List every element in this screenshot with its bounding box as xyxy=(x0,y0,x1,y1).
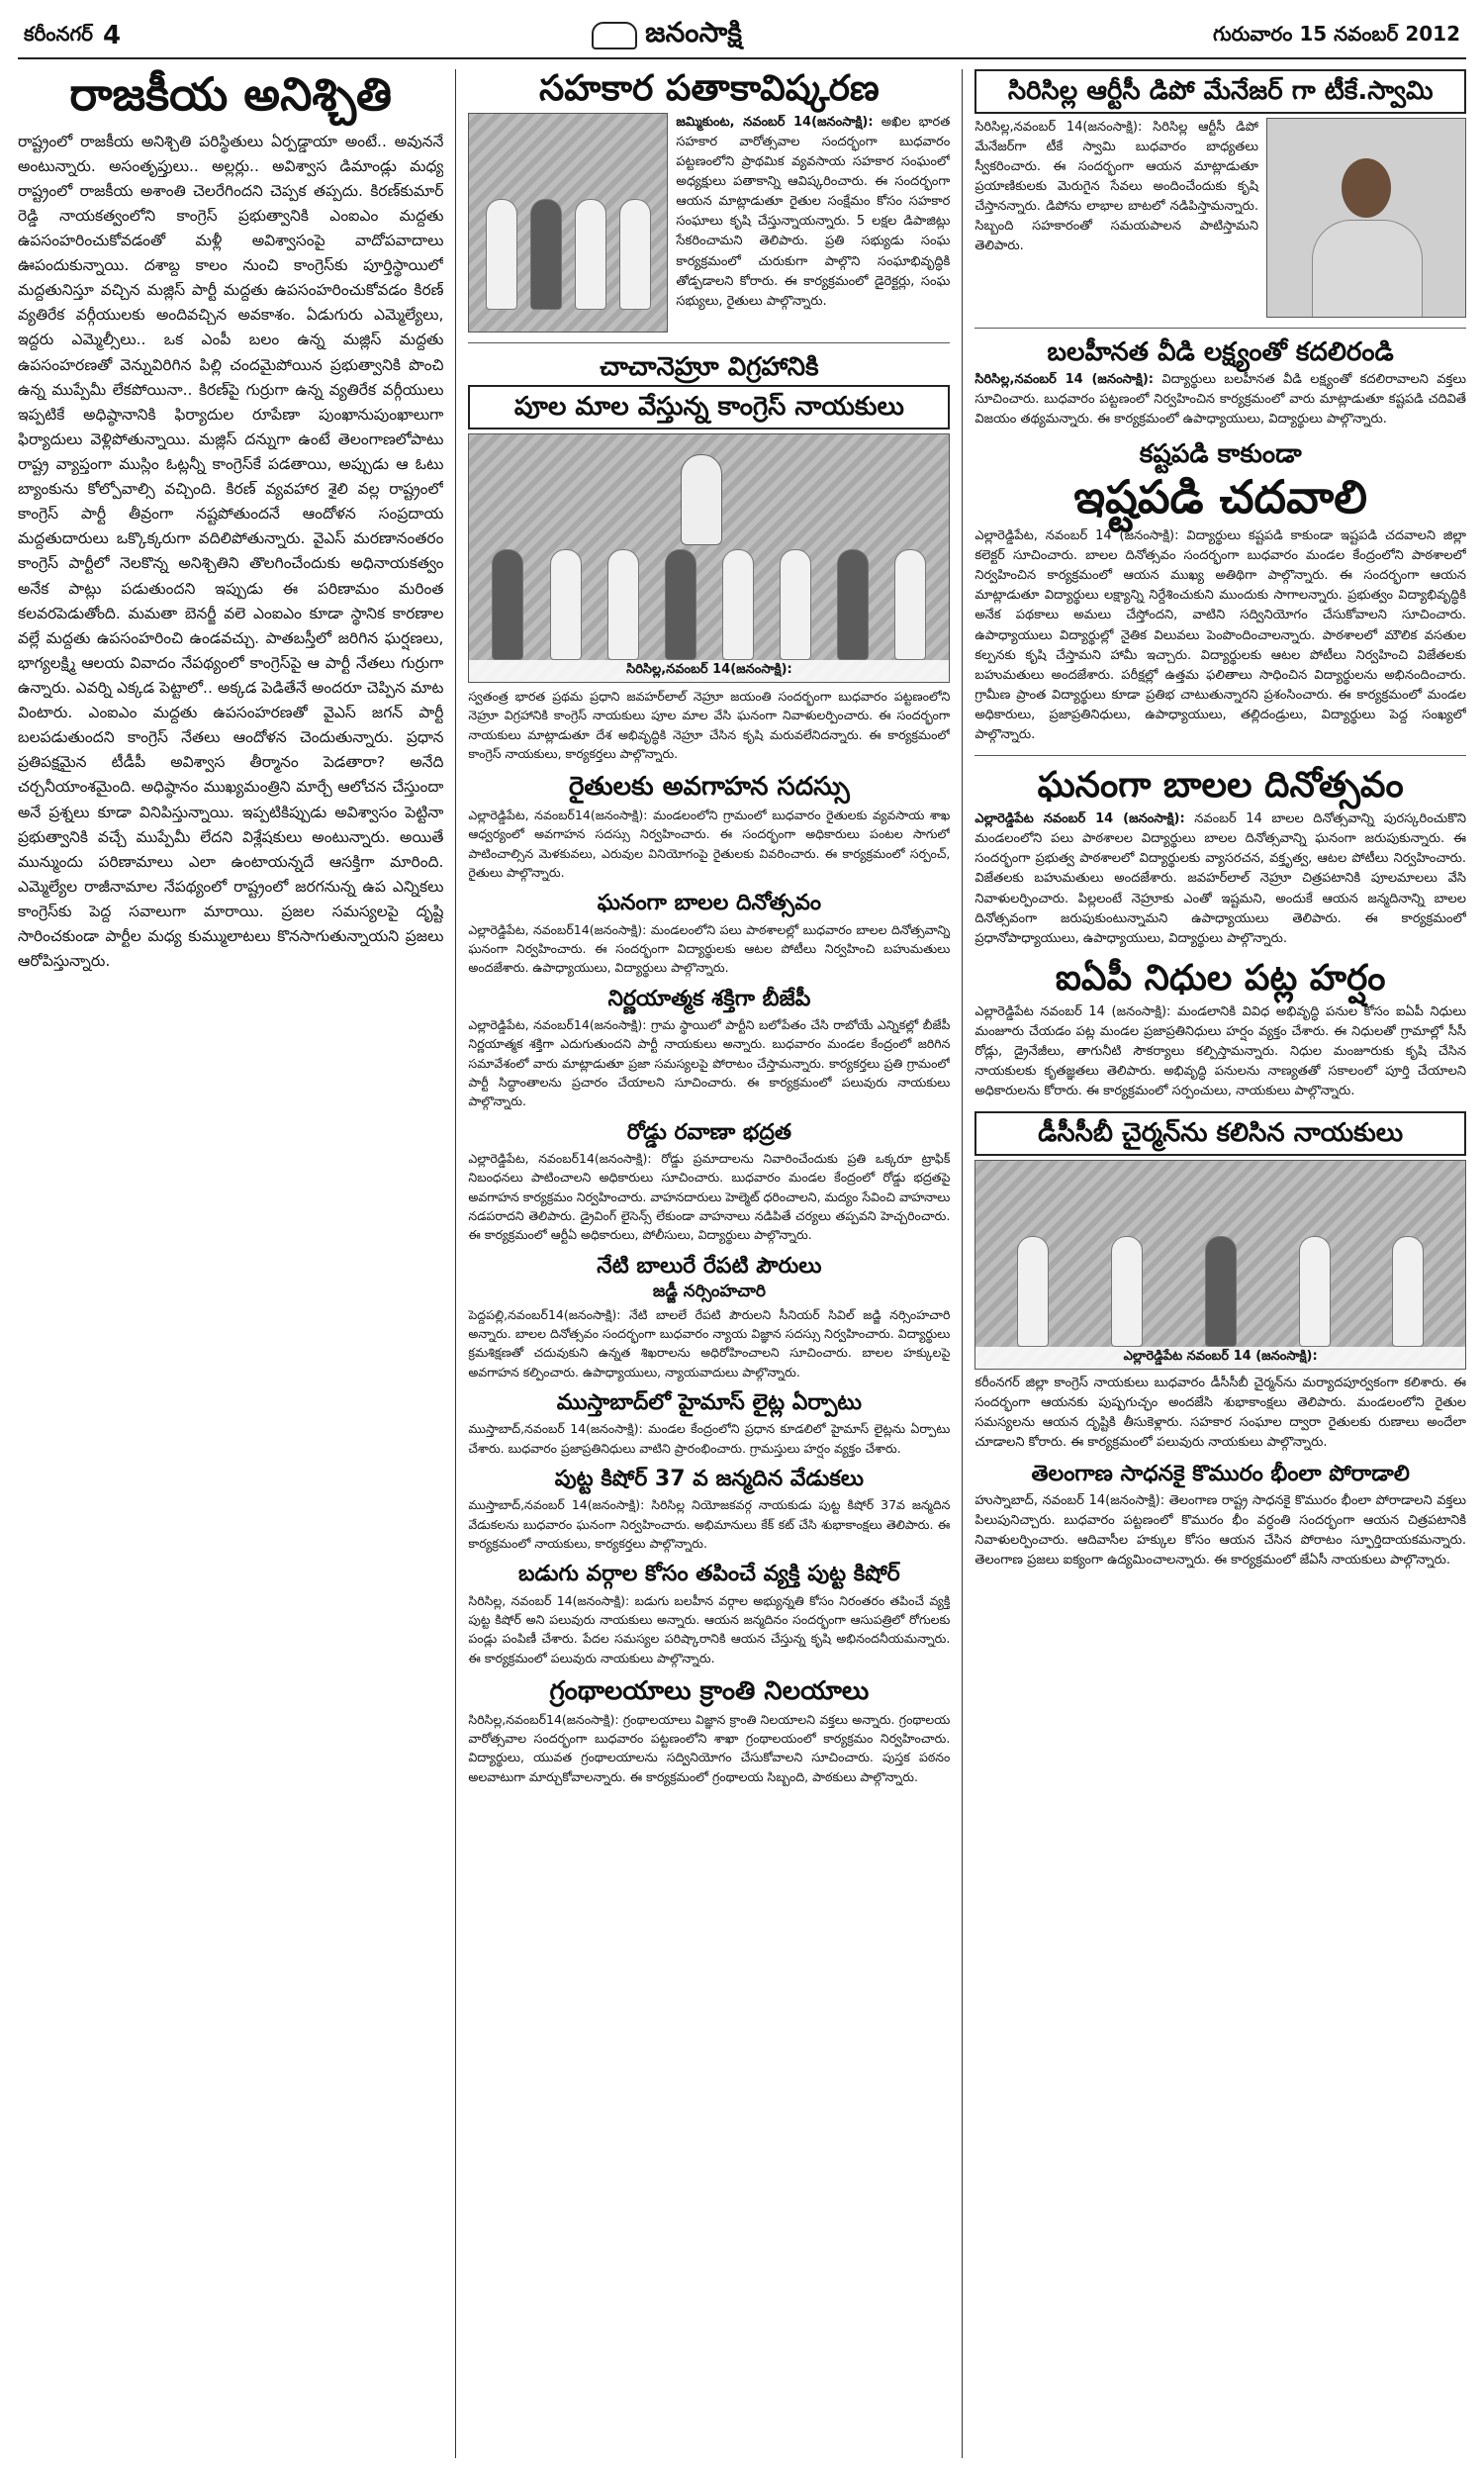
bjp-headline: నిర్ణయాత్మక శక్తిగా బీజేపీ xyxy=(607,986,811,1011)
today-children-story xyxy=(468,1255,950,1381)
weakness-text xyxy=(974,370,1466,429)
libraries-story xyxy=(468,1677,950,1786)
study-headline: ఇష్టపడి చదవాలి xyxy=(1073,470,1367,524)
masthead xyxy=(592,16,742,55)
chacha-headline: పూల మాల వేస్తున్న కాంగ్రెస్ నాయకులు xyxy=(468,385,950,429)
page-number: 4 xyxy=(103,21,122,50)
funds-body: ఎల్లారెడ్డిపేట నవంబర్ 14 (జనంసాక్షి): మండలానికి వివిధ అభివృద్ధి పనుల కోసం ఐఏపీ నిధులు మంజూరు చేయడం పట్ల మండల ప్రజాప్రతినిధులు హర్షం వ్యక్తం చేశారు. ఈ నిధులతో గ్రామాల్లో సీసీ రోడ్లు, డ్రైనేజీలు, తాగునీటి సౌకర్యాలు కల్పిస్తామన్నారు. నిధుల మంజూరుకు కృషి చేసిన నాయకులకు కృతజ్ఞతలు తెలిపారు. అభివృద్ధి పనులను నాణ్యతతో సకాలంలో పూర్తి చేయాలని అధికారులను కోరారు. ఈ కార్యక్రమంలో సర్పంచులు, నాయకులు పాల్గొన్నారు. xyxy=(974,1003,1466,1099)
highmast-headline: ముస్తాబాద్‌లో హైమాస్ లైట్ల ఏర్పాటు xyxy=(556,1390,863,1416)
main-story-headline: రాజకీయ అనిశ్చితి xyxy=(69,69,393,121)
page-header xyxy=(18,14,1466,59)
coop-headline: సహకార పతాకావిష్కరణ xyxy=(539,69,880,109)
person-icon xyxy=(1307,158,1426,317)
chacha-photo-caption: సిరిసిల్ల,నవంబర్ 14(జనంసాక్షి): xyxy=(469,660,949,682)
libraries-headline: గ్రంథాలయాలు క్రాంతి నిలయాలు xyxy=(549,1676,870,1707)
funds-story xyxy=(974,959,1466,1101)
main-story-body: రాష్ట్రంలో రాజకీయ అనిశ్చితి పరిస్థితులు ఏర్పడ్డాయా అంటే.. అవుననే అంటున్నారు. అసంతృప్తులు.. అల్లర్లు.. అవిశ్వాస డిమాండ్లు మధ్య రాష్ట్రంలో రాజకీయ అశాంతి చెలరేగిందని చెప్పక తప్పదు. కిరణ్‌కుమార్‌ రెడ్డి నాయకత్వంలోని కాంగ్రెస్‌ ప్రభుత్వానికి ఎంఐఎం మద్దతు ఉపసంహరించుకోవడంతో మళ్లీ అవిశ్వాసంపై వాదోపవాదాలు ఊపందుకున్నాయి. దశాబ్ద కాలం నుంచి కాంగ్రెస్‌కు పూర్తిస్థాయిలో మద్దతునిస్తూ వచ్చిన మజ్లిస్‌ పార్టీ మద్దతు ఉపసంహరించుకోవడం కిరణ్‌ వ్యతిరేక వర్గీయులకు అందివచ్చిన అవకాశం. ఏడుగురు ఎమ్మెల్యేలు, ఇద్దరు ఎమ్మెల్సీలు.. ఒక ఎంపీ బలం ఉన్న మజ్లిస్‌ మద్దతు ఉపసంహరణతో వెన్నువిరిగిన పిల్లి చందమైపోయిన ప్రభుత్వానికి పొంచి ఉన్న ముప్పేమీ లేకపోయినా.. కిరణ్‌పై గుర్రుగా ఉన్న వ్యతిరేక వర్గీయులు ఇప్పటికే అధిష్ఠానానికి ఫిర్యాదుల రూపేణా పుంఖానుపుంఖాలుగా ఫిర్యాదులు వెళ్లిపోతున్నాయి. మజ్లిస్‌ దన్నుగా ఉంటే తెలంగాణలోపాటు రాష్ట్ర వ్యాప్తంగా ముస్లిం ఓట్లన్నీ కాంగ్రెస్‌కే పడతాయి, అప్పుడు ఆ ఓటు బ్యాంకును కోల్పోవాల్సి వచ్చింది. కిరణ్‌ వ్యవహార శైలి వల్ల రాష్ట్రంలో కాంగ్రెస్‌ పార్టీ తీవ్రంగా నష్టపోతుందనే ఆందోళన సంప్రదాయ మద్దతుదారులు ఒక్కొక్కరుగా వదిలిపోతున్నారు. వైఎస్‌ మరణానంతరం కాంగ్రెస్‌ పార్టీలో నెలకొన్న అనిశ్చితిని తొలగించేందుకు అధినాయకత్వం అనేక పాట్లు పడుతుందని ఇప్పుడు ఈ పరిణామం మరింత కలవరపెడుతోంది. మమతా బెనర్జీ వలె ఎంఐఎం కూడా స్థానిక కారణాల వల్లే మద్దతు ఉపసంహరించి ఉండవచ్చు. పాతబస్తీలో జరిగిన ఘర్షణలు, భాగ్యలక్ష్మి ఆలయ వివాదం నేపథ్యంలో కాంగ్రెస్‌పై ఆ పార్టీ నేతలు గుర్రుగా ఉన్నారు. ఎవర్ని ఎక్కడ పెట్టాలో.. అక్కడ పెడితేనే అందరూ చెప్పిన మాట వింటారు. ఎంఐఎం మద్దతు ఉపసంహరణతో వైఎస్‌ జగన్‌ పార్టీ బలపడుతుందని కాంగ్రెస్‌ నేతలు ఆందోళన చెందుతున్నారు. ప్రధాన ప్రతిపక్షమైన టీడీపీ అవిశ్వాస తీర్మానం పెడతారా? అనేది చర్చనీయాంశమైంది. అధిష్ఠానం ముఖ్యమంత్రిని మార్చే ఆలోచన చేస్తుందా అనే ప్రశ్నలు కూడా వినిపిస్తున్నాయి. ఇప్పటికిప్పుడు అవిశ్వాసం పెట్టినా ప్రభుత్వానికి వచ్చే ముప్పేమీ లేదని విశ్లేషకులు అంటున్నారు. అయితే మున్ముందు పరిణామాలు ఎలా ఉంటాయన్నదే ఆసక్తిగా మారింది. ఎమ్మెల్యేల రాజీనామాల నేపథ్యంలో రాష్ట్రంలో జరగనున్న ఉప ఎన్నికలు కాంగ్రెస్‌కు పెద్ద సవాలుగా మారాయి. ప్రజల సమస్యలపై దృష్టి సారించకుండా పార్టీల మధ్య కుమ్ములాటలు కొనసాగుతున్నాయని ప్రజలు ఆరోపిస్తున్నారు. xyxy=(18,132,444,971)
dccb-photo xyxy=(974,1160,1466,1370)
farmers-body: ఎల్లారెడ్డిపేట, నవంబర్‌14(జనంసాక్షి): మండలంలోని గ్రామంలో బుధవారం రైతులకు వ్యవసాయ శాఖ ఆధ్వర్యంలో అవగాహన సదస్సు నిర్వహించారు. ఈ సందర్భంగా అధికారులు పంటల సాగులో పాటించాల్సిన మెళకువలు, ఎరువుల వినియోగంపై రైతులకు వివరించారు. ఈ కార్యక్రమంలో సర్పంచ్‌, రైతులు పాల్గొన్నారు. xyxy=(468,807,951,880)
road-safety-story xyxy=(468,1121,950,1245)
childrens-day-story-1 xyxy=(468,892,950,977)
telangana-body: హుస్నాబాద్, నవంబర్ 14(జనంసాక్షి): తెలంగాణ రాష్ట్ర సాధనకై కొమురం భీంలా పోరాడాలని వక్తలు పిలుపునిచ్చారు. బుధవారం పట్టణంలో కొమురం భీం వర్ధంతి సందర్భంగా ఆయన చిత్రపటానికి నివాళులర్పించారు. ఆదివాసీల హక్కుల కోసం ఆయన చేసిన పోరాటం స్ఫూర్తిదాయకమన్నారు. తెలంగాణ ప్రజలు ఐక్యంగా ఉద్యమించాలన్నారు. ఈ కార్యక్రమంలో జేఏసీ నాయకులు పాల్గొన్నారు. xyxy=(974,1492,1466,1568)
dccb-photo-caption: ఎల్లారెడ్డిపేట నవంబర్ 14 (జనంసాక్షి): xyxy=(975,1347,1465,1369)
childrens-day-story-2 xyxy=(974,766,1466,949)
depot-story xyxy=(974,69,1466,318)
depot-headline: సిరిసిల్ల ఆర్టీసీ డిపో మేనేజర్ గా టీకే.స్వామి xyxy=(974,69,1466,114)
funds-headline: ఐఏపీ నిధుల పట్ల హర్షం xyxy=(1055,957,1386,999)
weakness-dateline: సిరిసిల్ల,నవంబర్ 14 (జనంసాక్షి): xyxy=(974,372,1154,388)
column-divider xyxy=(962,69,963,2458)
chacha-body: స్వతంత్ర భారత ప్రథమ ప్రధాని జవహర్‌లాల్‌ నెహ్రూ జయంతి సందర్భంగా బుధవారం పట్టణంలోని నెహ్రూ విగ్రహానికి కాంగ్రెస్‌ నాయకులు పూల మాల వేసి ఘనంగా నివాళులర్పించారు. ఈ సందర్భంగా నాయకులు మాట్లాడుతూ దేశ అభివృద్ధికి నెహ్రూ చేసిన కృషి మరువలేనిదన్నారు. ఈ కార్యక్రమంలో కాంగ్రెస్‌ నాయకులు, కార్యకర్తలు పాల్గొన్నారు. xyxy=(468,688,951,761)
issue-date: గురువారం 15 నవంబర్ 2012 xyxy=(1213,21,1460,46)
masthead-logo-icon xyxy=(592,22,637,49)
coop-body: అఖిల భారత సహకార వారోత్సవాల సందర్భంగా బుధవారం పట్టణంలోని ప్రాథమిక వ్యవసాయ సహకార సంఘంలో అధ్యక్షులు పతాకాన్ని ఆవిష్కరించారు. ఈ సందర్భంగా ఆయన మాట్లాడుతూ రైతుల సంక్షేమం కోసం సహకార సంఘాలు కృషి చేస్తున్నాయన్నారు. 5 లక్షల డిపాజిట్లు సేకరించామని తెలిపారు. ప్రతి సభ్యుడు సంఘ కార్యక్రమంలో చురుకుగా పాల్గొని సంఘాభివృద్ధికి తోడ్పడాలని కోరారు. ఈ కార్యక్రమంలో డైరెక్టర్లు, సంఘ సభ్యులు, రైతులు పాల్గొన్నారు. xyxy=(676,114,951,309)
highmast-story xyxy=(468,1391,950,1458)
column-middle xyxy=(468,69,950,2458)
columns xyxy=(18,69,1466,2458)
divider xyxy=(974,755,1466,756)
road-safety-headline: రోడ్డు రవాణా భద్రత xyxy=(626,1119,792,1145)
dccb-body: కరీంనగర్ జిల్లా కాంగ్రెస్ నాయకులు బుధవారం డీసీసీబీ చైర్మన్‌ను మర్యాదపూర్వకంగా కలిశారు. ఈ సందర్భంగా ఆయనకు పుష్పగుచ్ఛం అందజేసి శుభాకాంక్షలు తెలిపారు. మండలంలోని రైతుల సమస్యలను ఆయన దృష్టికి తీసుకెళ్లారు. సహకార సంఘాల ద్వారా రైతులకు రుణాలు అందేలా చూడాలని కోరారు. ఈ కార్యక్రమంలో పలువురు నాయకులు పాల్గొన్నారు. xyxy=(974,1375,1466,1451)
chacha-kicker: చాచానెహ్రూ విగ్రహానికి xyxy=(600,351,819,382)
telangana-story xyxy=(974,1463,1466,1570)
study-story xyxy=(974,440,1466,746)
chacha-photo xyxy=(468,433,950,683)
chacha-story xyxy=(468,353,950,764)
birthday-story xyxy=(468,1468,950,1553)
edition-name: కరీంనగర్ xyxy=(24,21,93,46)
childrens-day-text-2 xyxy=(974,809,1466,949)
divider xyxy=(974,328,1466,329)
dccb-headline: డీసీసీబీ చైర్మన్‌ను కలిసిన నాయకులు xyxy=(974,1111,1466,1156)
birthday-headline: పుట్ట కిషోర్ 37 వ జన్మదిన వేడుకలు xyxy=(554,1467,865,1492)
childrens-day-dateline-2: ఎల్లారెడ్డిపేట నవంబర్ 14 (జనంసాక్షి): xyxy=(974,810,1185,826)
weakness-headline: బలహీనత వీడి లక్ష్యంతో కదలిరండి xyxy=(1047,336,1394,367)
today-children-subhead: జడ్జీ నర్సింహచారి xyxy=(652,1282,766,1301)
coop-story xyxy=(468,69,950,333)
study-body: ఎల్లారెడ్డిపేట, నవంబర్ 14 (జనంసాక్షి): విద్యార్థులు కష్టపడి కాకుండా ఇష్టపడి చదవాలని జిల్లా కలెక్టర్‌ సూచించారు. బాలల దినోత్సవం సందర్భంగా బుధవారం మండల కేంద్రంలోని పాఠశాలలో నిర్వహించిన కార్యక్రమంలో ఆయన ముఖ్య అతిథిగా పాల్గొన్నారు. ఈ సందర్భంగా ఆయన మాట్లాడుతూ విద్యార్థులు లక్ష్యాన్ని నిర్దేశించుకుని ముందుకు సాగాలన్నారు. ప్రభుత్వం విద్యాభివృద్ధికి అనేక పథకాలు అమలు చేస్తోందని, వాటిని సద్వినియోగం చేసుకోవాలని సూచించారు. ఉపాధ్యాయులు విద్యార్థుల్లో నైతిక విలువలు పెంపొందించాలన్నారు. పాఠశాలలో మౌలిక వసతుల కల్పనకు కృషి చేస్తామని హామీ ఇచ్చారు. విద్యార్థులకు ఆటల పోటీలు నిర్వహించి విజేతలకు బహుమతులు అందజేశారు. పరీక్షల్లో ఉత్తమ ఫలితాలు సాధించిన విద్యార్థులను అభినందించారు. గ్రామీణ ప్రాంత విద్యార్థులు కూడా ప్రతిభ చాటుతున్నారని ప్రశంసించారు. ఈ కార్యక్రమంలో మండల అధికారులు, ప్రజాప్రతినిధులు, ఉపాధ్యాయులు, తల్లిదండ్రులు, విద్యార్థులు పెద్ద సంఖ్యలో పాల్గొన్నారు. xyxy=(974,527,1466,743)
bjp-body: ఎల్లారెడ్డిపేట, నవంబర్‌14(జనంసాక్షి): గ్రామ స్థాయిలో పార్టీని బలోపేతం చేసి రాబోయే ఎన్నికల్లో బీజేపీ నిర్ణయాత్మక శక్తిగా ఎదుగుతుందని పార్టీ నాయకులు అన్నారు. బుధవారం మండల కేంద్రంలో జరిగిన సమావేశంలో వారు మాట్లాడుతూ ప్రజా సమస్యలపై పోరాటం చేస్తామన్నారు. కార్యకర్తలు ప్రతి గ్రామంలో పార్టీ సిద్ధాంతాలను ప్రచారం చేయాలని సూచించారు. ఈ కార్యక్రమంలో పలువురు నాయకులు పాల్గొన్నారు. xyxy=(468,1016,951,1109)
farmers-story xyxy=(468,773,950,882)
divider xyxy=(468,342,950,343)
study-kicker: కష్టపడి కాకుండా xyxy=(1139,438,1302,469)
road-safety-body: ఎల్లారెడ్డిపేట, నవంబర్‌14(జనంసాక్షి): రోడ్డు ప్రమాదాలను నివారించేందుకు ప్రతి ఒక్కరూ ట్రాఫిక్‌ నిబంధనలు పాటించాలని అధికారులు సూచించారు. బుధవారం మండల కేంద్రంలో రోడ్డు భద్రతపై అవగాహన కార్యక్రమం నిర్వహించారు. వాహనదారులు హెల్మెట్‌ ధరించాలని, మద్యం సేవించి వాహనాలు నడపరాదని తెలిపారు. డ్రైవింగ్‌ లైసెన్స్‌ లేకుండా వాహనాలు నడిపితే చర్యలు తప్పవని హెచ్చరించారు. ఈ కార్యక్రమంలో ఆర్టీఏ అధికారులు, పోలీసులు, విద్యార్థులు పాల్గొన్నారు. xyxy=(468,1150,951,1243)
coop-photo xyxy=(468,113,668,333)
highmast-body: ముస్తాబాద్,నవంబర్ 14(జనంసాక్షి): మండల కేంద్రంలోని ప్రధాన కూడలిలో హైమాస్‌ లైట్లను ఏర్పాటు చేశారు. బుధవారం ప్రజాప్రతినిధులు వాటిని ప్రారంభించారు. గ్రామస్తులు హర్షం వ్యక్తం చేశారు. xyxy=(468,1421,951,1456)
column-left xyxy=(18,69,443,2458)
coop-dateline: జమ్మికుంట, నవంబర్ 14(జనంసాక్షి): xyxy=(676,114,874,130)
today-children-headline: నేటి బాలురే రేపటి పౌరులు xyxy=(597,1253,822,1279)
telangana-headline: తెలంగాణ సాధనకై కొమురం భీంలా పోరాడాలి xyxy=(1031,1462,1410,1487)
poor-body: సిరిసిల్ల, నవంబర్ 14(జనంసాక్షి): బడుగు బలహీన వర్గాల అభ్యున్నతి కోసం నిరంతరం తపించే వ్యక్తి పుట్ట కిషోర్‌ అని పలువురు నాయకులు అన్నారు. ఆయన జన్మదినం సందర్భంగా ఆసుపత్రిలో రోగులకు పండ్లు పంపిణీ చేశారు. పేదల సమస్యల పరిష్కారానికి ఆయన చేస్తున్న కృషి అభినందనీయమన్నారు. ఈ కార్యక్రమంలో పలువురు నాయకులు పాల్గొన్నారు. xyxy=(468,1592,951,1665)
childrens-day-headline-1: ఘనంగా బాలల దినోత్సవం xyxy=(597,891,821,916)
bjp-story xyxy=(468,988,950,1111)
childrens-day-headline-2: ఘనంగా బాలల దినోత్సవం xyxy=(1037,765,1404,807)
farmers-headline: రైతులకు అవగాహన సదస్సు xyxy=(569,772,850,803)
libraries-body: సిరిసిల్ల,నవంబర్‌14(జనంసాక్షి): గ్రంథాలయాలు విజ్ఞాన క్రాంతి నిలయాలని వక్తలు అన్నారు. గ్రంథాలయ వారోత్సవాల సందర్భంగా బుధవారం పట్టణంలోని శాఖా గ్రంథాలయంలో కార్యక్రమం నిర్వహించారు. విద్యార్థులు, యువత గ్రంథాలయాలను సద్వినియోగం చేసుకోవాలని సూచించారు. పుస్తక పఠనం అలవాటుగా మార్చుకోవాలన్నారు. ఈ కార్యక్రమంలో గ్రంథాలయ సిబ్బంది, పాఠకులు పాల్గొన్నారు. xyxy=(468,1711,951,1784)
edition-block xyxy=(24,21,121,50)
masthead-title: జనంసాక్షి xyxy=(645,16,742,48)
depot-body: సిరిసిల్ల,నవంబర్ 14(జనంసాక్షి): సిరిసిల్ల ఆర్టీసీ డిపో మేనేజర్‌గా టీకే స్వామి బుధవారం బాధ్యతలు స్వీకరించారు. ఈ సందర్భంగా ఆయన మాట్లాడుతూ ప్రయాణికులకు మెరుగైన సేవలు అందించేందుకు కృషి చేస్తానన్నారు. డిపోను లాభాల బాటలో నడిపిస్తామన్నారు. సిబ్బంది సహకారంతో సమయపాలన పాటిస్తామని తెలిపారు. xyxy=(974,119,1258,254)
statue-icon xyxy=(681,454,722,545)
childrens-day-body-2: నవంబర్ 14 బాలల దినోత్సవాన్ని పురస్కరించుకొని మండలంలోని పలు పాఠశాలల విద్యార్థులు బాలల దినోత్సవాన్ని ఘనంగా జరుపుకున్నారు. ఈ సందర్భంగా ప్రభుత్వ పాఠశాలలో విద్యార్థులకు వ్యాసరచన, వక్తృత్వ, ఆటల పోటీలు నిర్వహించారు. విజేతలకు బహుమతులు అందజేశారు. జవహర్‌లాల్‌ నెహ్రూ చిత్రపటానికి పూలమాలలు వేసి నివాళులర్పించారు. పిల్లలంటే నెహ్రూకు ఎంతో ఇష్టమని, అందుకే ఆయన జన్మదినాన్ని బాలల దినోత్సవంగా జరుపుకుంటున్నామని ఉపాధ్యాయులు తెలిపారు. ఈ కార్యక్రమంలో ప్రధానోపాధ్యాయులు, ఉపాధ్యాయులు, విద్యార్థులు పాల్గొన్నారు. xyxy=(974,810,1466,946)
poor-story xyxy=(468,1563,950,1667)
childrens-day-body-1: ఎల్లారెడ్డిపేట, నవంబర్‌14(జనంసాక్షి): మండలంలోని పలు పాఠశాలల్లో బుధవారం బాలల దినోత్సవాన్ని ఘనంగా నిర్వహించారు. ఈ సందర్భంగా విద్యార్థులకు ఆటల పోటీలు నిర్వహించి బహుమతులు అందజేశారు. ఉపాధ్యాయులు, విద్యార్థులు పాల్గొన్నారు. xyxy=(468,921,951,976)
weakness-body: విద్యార్థులు బలహీనత వీడి లక్ష్యంతో కదలిరావాలని వక్తలు సూచించారు. బుధవారం పట్టణంలో నిర్వహించిన కార్యక్రమంలో వారు మాట్లాడుతూ కష్టపడి చదివితే విజయం తథ్యమన్నారు. ఈ కార్యక్రమంలో ఉపాధ్యాయులు, విద్యార్థులు పాల్గొన్నారు. xyxy=(974,372,1466,428)
portrait-photo xyxy=(1266,118,1466,318)
column-divider xyxy=(455,69,456,2458)
coop-text xyxy=(676,113,950,333)
birthday-body: ముస్తాబాద్,నవంబర్ 14(జనంసాక్షి): సిరిసిల్ల నియోజకవర్గ నాయకుడు పుట్ట కిషోర్‌ 37వ జన్మదిన వేడుకలను బుధవారం ఘనంగా నిర్వహించారు. అభిమానులు కేక్‌ కట్‌ చేసి శుభాకాంక్షలు తెలిపారు. ఈ కార్యక్రమంలో నాయకులు, కార్యకర్తలు పాల్గొన్నారు. xyxy=(468,1497,951,1552)
dccb-story xyxy=(974,1111,1466,1453)
column-right xyxy=(974,69,1466,2458)
today-children-body: పెద్దపల్లి,నవంబర్‌14(జనంసాక్షి): నేటి బాలలే రేపటి పౌరులని సీనియర్‌ సివిల్‌ జడ్జి నర్సింహచారి అన్నారు. బాలల దినోత్సవం సందర్భంగా బుధవారం న్యాయ విజ్ఞాన సదస్సు నిర్వహించారు. విద్యార్థులు క్రమశిక్షణతో చదువుకుని ఉన్నత శిఖరాలను అధిరోహించాలని సూచించారు. బాలల హక్కులపై అవగాహన కల్పించారు. ఉపాధ్యాయులు, న్యాయవాదులు పాల్గొన్నారు. xyxy=(468,1306,951,1380)
poor-headline: బడుగు వర్గాల కోసం తపించే వ్యక్తి పుట్ట కిషోర్ xyxy=(518,1562,900,1587)
weakness-story xyxy=(974,338,1466,430)
